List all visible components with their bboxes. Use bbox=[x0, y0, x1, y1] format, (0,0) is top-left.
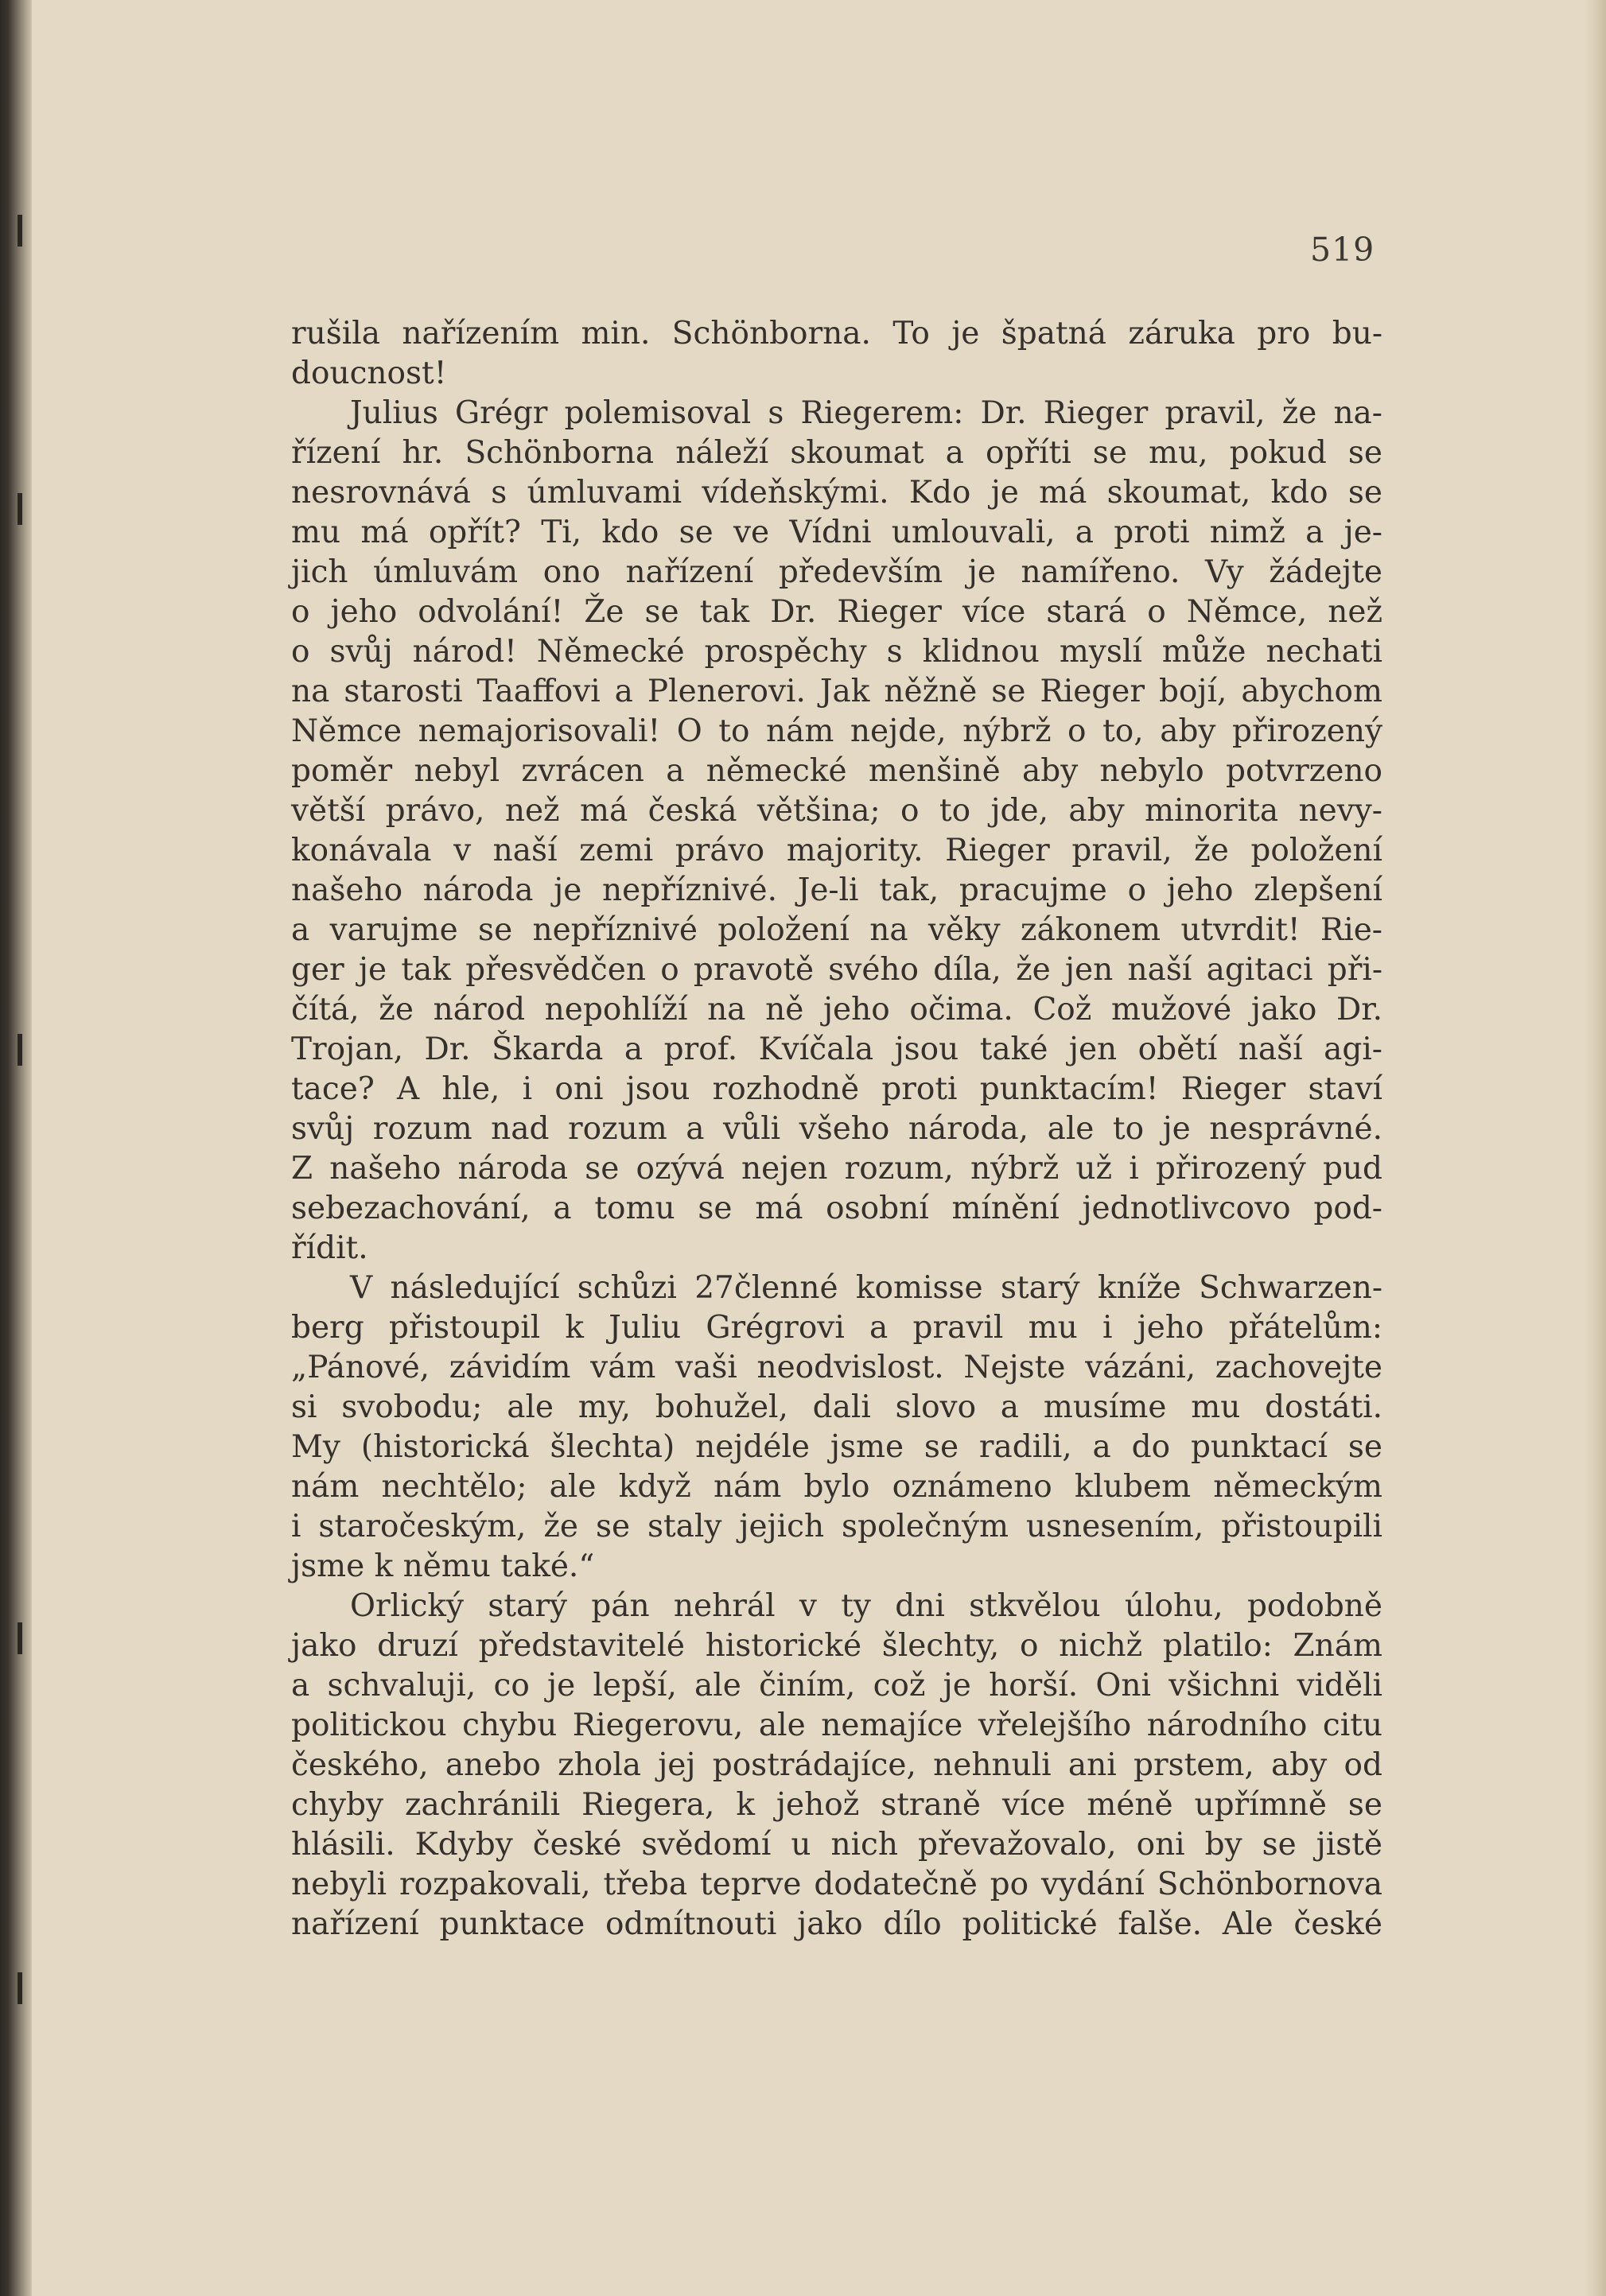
text-line: řízení hr. Schönborna náleží skoumat a opříti se mu, pokud se bbox=[291, 435, 1382, 471]
text-line: o svůj národ! Německé prospěchy s klidnou myslí může nechati bbox=[291, 634, 1382, 670]
text-line: doucnost! bbox=[291, 355, 447, 391]
text-line: Z našeho národa se ozývá nejen rozum, nýbrž už i přirozený pud bbox=[291, 1151, 1382, 1187]
text-line: Němce nemajorisovali! O to nám nejde, nýbrž o to, aby přirozený bbox=[291, 713, 1382, 749]
binding-mark bbox=[17, 493, 22, 525]
text-line: nebyli rozpakovali, třeba teprve dodatečně po vydání Schönbornova bbox=[291, 1867, 1382, 1902]
text-line: politickou chybu Riegerovu, ale nemajíce vřelejšího národního citu bbox=[291, 1707, 1382, 1743]
text-line: českého, anebo zhola jej postrádajíce, nehnuli ani prstem, aby od bbox=[291, 1747, 1382, 1783]
text-line: sebezachování, a tomu se má osobní mínění jednotlivcovo pod- bbox=[291, 1191, 1382, 1226]
text-line: poměr nebyl zvrácen a německé menšině aby nebylo potvrzeno bbox=[291, 753, 1382, 789]
binding-mark bbox=[17, 1622, 22, 1654]
text-line: a varujme se nepříznivé položení na věky zákonem utvrdit! Rie- bbox=[291, 912, 1382, 948]
page-gutter-shadow bbox=[0, 0, 32, 2296]
page-number: 519 bbox=[1310, 231, 1375, 269]
text-line: o jeho odvolání! Že se tak Dr. Rieger více stará o Němce, než bbox=[291, 594, 1382, 630]
text-line: hlásili. Kdyby české svědomí u nich převažovalo, oni by se jistě bbox=[291, 1827, 1382, 1863]
text-line: jako druzí představitelé historické šlechty, o nichž platilo: Znám bbox=[291, 1628, 1382, 1664]
text-line: nesrovnává s úmluvami vídeňskými. Kdo je má skoumat, kdo se bbox=[291, 475, 1382, 511]
binding-mark bbox=[17, 1034, 22, 1066]
text-line: svůj rozum nad rozum a vůli všeho národa, ale to je nesprávné. bbox=[291, 1111, 1382, 1147]
book-page bbox=[32, 0, 1585, 2296]
binding-mark bbox=[17, 1972, 22, 2004]
text-line: My (historická šlechta) nejdéle jsme se radili, a do punktací se bbox=[291, 1429, 1382, 1465]
text-line: našeho národa je nepříznivé. Je-li tak, pracujme o jeho zlepšení bbox=[291, 872, 1382, 908]
text-line: na starosti Taaffovi a Plenerovi. Jak něžně se Rieger bojí, abychom bbox=[291, 674, 1382, 709]
text-line: rušila nařízením min. Schönborna. To je špatná záruka pro bu- bbox=[291, 316, 1382, 352]
text-line: mu má opřít? Ti, kdo se ve Vídni umlouvali, a proti nimž a je- bbox=[291, 515, 1382, 550]
text-line: konávala v naší zemi právo majority. Rieger pravil, že položení bbox=[291, 833, 1382, 868]
text-line: větší právo, než má česká většina; o to jde, aby minorita nevy- bbox=[291, 793, 1382, 829]
text-line: chyby zachránili Riegera, k jehož straně více méně upřímně se bbox=[291, 1787, 1382, 1823]
text-line: Julius Grégr polemisoval s Riegerem: Dr. Rieger pravil, že na- bbox=[350, 395, 1382, 431]
text-line: Orlický starý pán nehrál v ty dni stkvělou úlohu, podobně bbox=[350, 1588, 1382, 1624]
text-line: jsme k němu také.“ bbox=[291, 1548, 595, 1584]
text-line: řídit. bbox=[291, 1230, 368, 1266]
text-line: ger je tak přesvědčen o pravotě svého díla, že jen naší agitaci při- bbox=[291, 952, 1382, 988]
text-line: Trojan, Dr. Škarda a prof. Kvíčala jsou také jen obětí naší agi- bbox=[291, 1031, 1382, 1067]
text-line: „Pánové, závidím vám vaši neodvislost. Nejste vázáni, zachovejte bbox=[291, 1350, 1382, 1385]
text-line: nám nechtělo; ale když nám bylo oznámeno klubem německým bbox=[291, 1469, 1382, 1505]
body-text bbox=[291, 314, 1382, 1944]
text-line: tace? A hle, i oni jsou rozhodně proti punktacím! Rieger staví bbox=[291, 1071, 1382, 1107]
text-line: V následující schůzi 27členné komisse starý kníže Schwarzen- bbox=[350, 1270, 1382, 1306]
text-line: nařízení punktace odmítnouti jako dílo politické falše. Ale české bbox=[291, 1906, 1382, 1942]
binding-mark bbox=[17, 215, 22, 247]
page-right-edge bbox=[1585, 0, 1606, 2296]
text-line: si svobodu; ale my, bohužel, dali slovo a musíme mu dostáti. bbox=[291, 1389, 1382, 1425]
text-line: čítá, že národ nepohlíží na ně jeho očima. Což mužové jako Dr. bbox=[291, 992, 1382, 1028]
text-line: i staročeským, že se staly jejich společným usnesením, přistoupili bbox=[291, 1509, 1382, 1544]
text-line: a schvaluji, co je lepší, ale činím, což je horší. Oni všichni viděli bbox=[291, 1668, 1382, 1704]
text-line: jich úmluvám ono nařízení především je namířeno. Vy žádejte bbox=[291, 554, 1382, 590]
text-line: berg přistoupil k Juliu Grégrovi a pravil mu i jeho přátelům: bbox=[291, 1310, 1382, 1346]
